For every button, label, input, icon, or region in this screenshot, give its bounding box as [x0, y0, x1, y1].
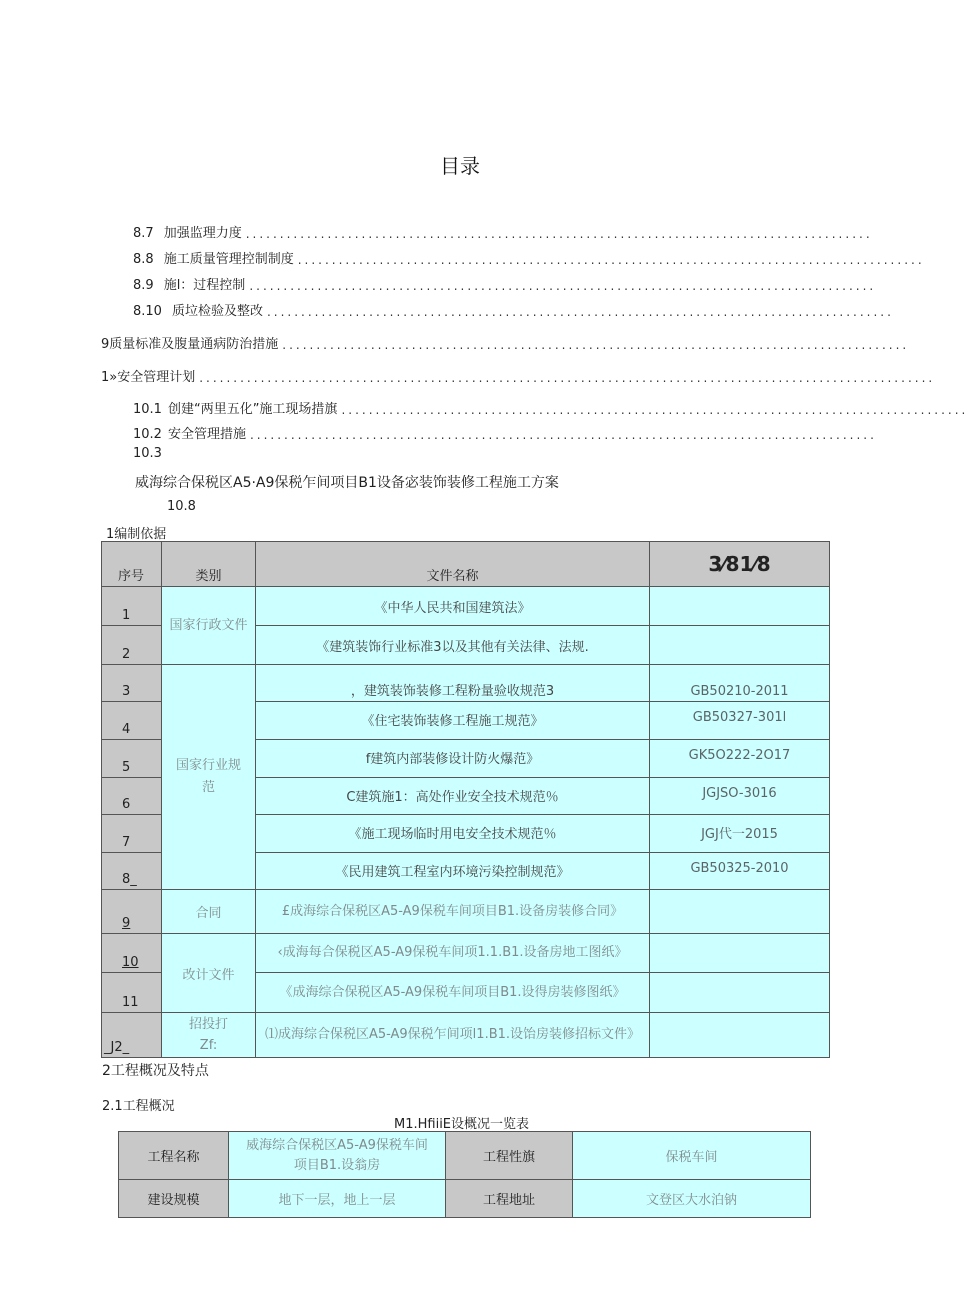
- toc-leader: ............................................................................................: [341, 403, 968, 417]
- category-cell: 改计文件: [162, 934, 256, 1013]
- toc-label: 创建“两里五化”施工现场措旗: [167, 402, 338, 417]
- category-cell: 国家行业规范: [162, 665, 256, 890]
- document-header: 威海综合保税区A5·A9保税乍间项目B1设备宓装饰装修工程施工方案: [135, 475, 559, 491]
- toc-number: 8.9: [133, 278, 154, 293]
- toc-leader: ............................................................................................: [245, 227, 873, 241]
- subsection-heading: 2.1工程概况: [102, 1099, 175, 1114]
- code-cell: JGJSO-3016: [650, 778, 830, 815]
- toc-number: 1»安全管理计划: [101, 370, 196, 385]
- code-cell: [650, 626, 830, 665]
- table-row: [119, 1180, 811, 1218]
- toc-item[interactable]: [101, 332, 910, 352]
- row-index: 4: [102, 702, 162, 740]
- row-index: 5: [102, 740, 162, 778]
- toc-leader: ............................................................................................: [249, 428, 877, 442]
- toc-leader: ............................................................................................: [249, 279, 877, 293]
- toc-item[interactable]: [133, 422, 877, 442]
- code-cell: [650, 890, 830, 934]
- table-row: [102, 587, 830, 626]
- toc-leader: ............................................................................................: [266, 305, 894, 319]
- value-cell: 威海综合保税区A5-A9保税车间项目B1.设翁房: [229, 1132, 446, 1180]
- document-name-cell: ，建筑装饰装修工程粉量验收规范3: [256, 665, 650, 702]
- document-name-cell: C建筑施1：高处作业安全技术规范％: [256, 778, 650, 815]
- value-cell: 保税车间: [573, 1132, 811, 1180]
- header-index: 序号: [102, 542, 162, 587]
- row-index: 9: [102, 890, 162, 934]
- toc-number-10-8: 10.8: [167, 499, 196, 514]
- code-cell: GK5O222-2O17: [650, 740, 830, 778]
- toc-item[interactable]: [133, 221, 873, 241]
- label-cell: 建设规模: [119, 1180, 229, 1218]
- toc-number: 8.10: [133, 304, 162, 319]
- document-name-cell: f建筑内部装修设计防火爆范》: [256, 740, 650, 778]
- code-cell: GB50210-2011: [650, 665, 830, 702]
- toc-item[interactable]: [133, 247, 925, 267]
- toc-label: 加强监理力度: [163, 226, 242, 241]
- toc-label: 安全管理措施: [167, 427, 246, 442]
- toc-item[interactable]: [101, 365, 936, 385]
- section-heading: 1编制依据: [106, 527, 167, 542]
- category-cell: 合同: [162, 890, 256, 934]
- document-name-cell: 《民用建筑工程室内环境污染控制规范》: [256, 853, 650, 890]
- row-index: 7: [102, 815, 162, 853]
- row-index: 1: [102, 587, 162, 626]
- value-cell: 地下一层，地上一层: [229, 1180, 446, 1218]
- toc-number: 10.1: [133, 402, 162, 417]
- toc-leader: ............................................................................................: [282, 338, 910, 352]
- toc-number: 8.8: [133, 252, 154, 267]
- row-index: 10: [102, 934, 162, 973]
- document-name-cell: 《住宅装饰装修工程施工规范》: [256, 702, 650, 740]
- toc-label: 施工质量管理控制制度: [163, 252, 294, 267]
- table-row: [102, 934, 830, 973]
- toc-number-10-3: 10.3: [133, 446, 162, 461]
- toc-leader: ............................................................................................................: [199, 371, 936, 385]
- value-cell: 文登区大水泊钠: [573, 1180, 811, 1218]
- table-caption: M1.HfiiiE设概况一览表: [394, 1117, 530, 1132]
- document-name-cell: £成海综合保税区A5-A9保税车间项目B1.设备房装修合同》: [256, 890, 650, 934]
- document-name-cell: 《建筑装饰行业标准3以及其他有关法律、法规.: [256, 626, 650, 665]
- code-cell: GB50325-2010: [650, 853, 830, 890]
- header-code: 3⁄81⁄8: [650, 542, 830, 587]
- label-cell: 工程地址: [446, 1180, 573, 1218]
- category-cell: 国家行政文件: [162, 587, 256, 665]
- header-category: 类别: [162, 542, 256, 587]
- page-title: 目录: [440, 154, 480, 178]
- code-cell: [650, 973, 830, 1013]
- code-cell: [650, 934, 830, 973]
- row-index: 11: [102, 973, 162, 1013]
- row-index: 6: [102, 778, 162, 815]
- code-cell: [650, 587, 830, 626]
- toc-label: 施l：过程控制: [163, 278, 246, 293]
- toc-label: 质垃检验及整改: [171, 304, 263, 319]
- table-row: [119, 1132, 811, 1180]
- document-name-cell: 《施工现场临时用电安全技术规范％: [256, 815, 650, 853]
- toc-leader: ............................................................................................: [297, 253, 925, 267]
- row-index: _J2_: [102, 1013, 162, 1058]
- label-cell: 工程性旗: [446, 1132, 573, 1180]
- overview-table: [118, 1131, 811, 1218]
- document-name-cell: 《成海综合保税区A5-A9保税车间项目B1.设得房装修图纸》: [256, 973, 650, 1013]
- table-row: [102, 890, 830, 934]
- row-index: 3: [102, 665, 162, 702]
- toc-number: 9质量标准及腹量通病防治措施: [101, 337, 279, 352]
- row-index: 8_: [102, 853, 162, 890]
- toc-number: 8.7: [133, 226, 154, 241]
- code-cell: GB50327-301l: [650, 702, 830, 740]
- document-name-cell: ⑴成海综合保税区A5-A9保税乍间项l1.B1.设饴房装修招标文件》: [256, 1013, 650, 1058]
- label-cell: 工程名称: [119, 1132, 229, 1180]
- document-name-cell: ‹成海每合保税区A5-A9保税车间项1.1.B1.设备房地工图纸》: [256, 934, 650, 973]
- code-cell: JGJ代一2015: [650, 815, 830, 853]
- section-heading: 2工程概况及特点: [102, 1063, 209, 1079]
- toc-number: 10.2: [133, 427, 162, 442]
- basis-table: [101, 541, 830, 1058]
- document-name-cell: 《中华人民共和国建筑法》: [256, 587, 650, 626]
- toc-item[interactable]: [133, 397, 968, 417]
- table-row: [102, 665, 830, 702]
- table-header-row: [102, 542, 830, 587]
- toc-item[interactable]: [133, 273, 877, 293]
- header-document-name: 文件名称: [256, 542, 650, 587]
- toc-item[interactable]: [133, 299, 894, 319]
- category-cell: 招投打Zf:: [162, 1013, 256, 1058]
- table-row: [102, 1013, 830, 1058]
- code-cell: [650, 1013, 830, 1058]
- row-index: 2: [102, 626, 162, 665]
